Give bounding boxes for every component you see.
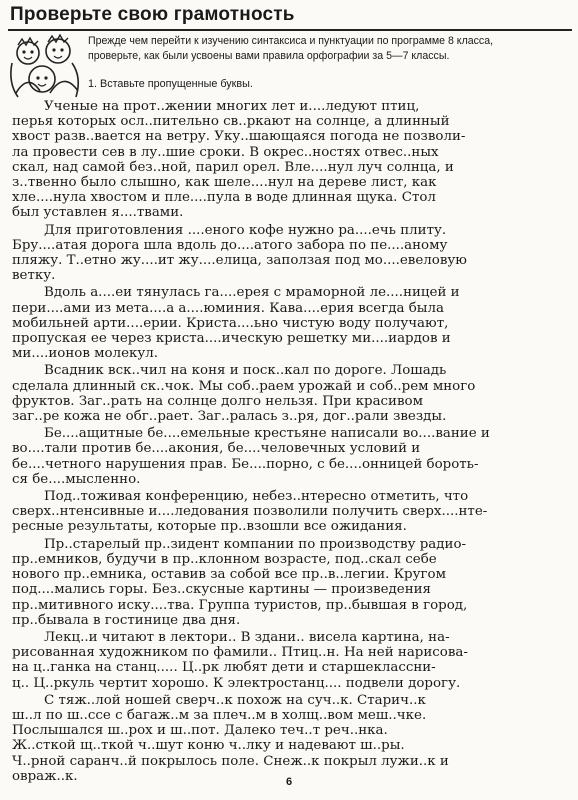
text-line: сделала длинный ск..чок. Мы соб..раем урожай и соб..рем много (12, 378, 476, 394)
text-line: Бе....ащитные бе....емельные крестьяне написали во....вание и (44, 426, 490, 442)
text-line: Вдоль а....еи тянулась га....ерея с мраморной ле....ницей и (44, 285, 460, 301)
text-line: з..твенно было слышно, как шеле....нул на дереве лист, как (12, 175, 437, 191)
text-line: Лекц..и читают в лектори.. В здани.. висела картина, на- (44, 629, 450, 645)
text-line: ресные результаты, которые пр..взошли все ожидания. (12, 519, 407, 535)
title-underline (8, 29, 572, 31)
text-line: пропуская ее через криста....ическую решетку ми....иардов и (12, 331, 451, 347)
text-line: Ученые на прот..жении многих лет и....ледуют птиц, (44, 99, 420, 114)
text-line: Ч..рной саранч..й покрылось поле. Снеж..к покрыл лужи..к и (12, 753, 449, 769)
text-line: перья которых осл..пительно св..ркают на солнце, а длинный (12, 114, 450, 130)
text-line: Под..тоживая конференцию, небез..нтересно отметить, что (44, 489, 469, 505)
intro-line: проверьте, как были усвоены вами правила орфографии за 5—7 классы. (88, 50, 450, 62)
text-line: С тяж..лой ношей сверч..к похож на суч..к. Старич..к (44, 692, 426, 708)
text-line: овраж..к. (12, 768, 78, 784)
page-number: 6 (285, 776, 293, 788)
text-line: Ж..сткой щ..ткой ч..шут коню ч..лку и надевают ш..ры. (12, 738, 405, 754)
text-line: фруктов. Заг..рать на солнце долго нельзя. При красивом (12, 393, 423, 409)
text-line: ветку. (12, 268, 56, 284)
task-heading: 1. Вставьте пропущенные буквы. (88, 78, 253, 90)
text-line: пр..митивного иску....тва. Группа туристов, пр..бывшая в город, (12, 597, 468, 613)
text-line: хвост разв..вается на ветру. Уку..шающаяся погода не позволи- (12, 129, 466, 145)
text-line: бе....четного нарушения прав. Бе....порно, с бе....онницей бороть- (12, 456, 479, 472)
text-line: ся бе....мысленно. (12, 471, 141, 487)
paragraph (12, 285, 565, 361)
text-line: ми....ионов молекул. (12, 346, 159, 362)
text-line: нового пр..емника, оставив за собой все пр..в..легии. Кругом (12, 567, 447, 583)
text-line: сверх..нтенсивные и....ледования позволили получить сверх....нте- (12, 504, 488, 520)
text-line: ц.. Ц..ркуль чертит хорошо. К электростанц.... подвели дорогу. (12, 675, 461, 691)
text-line: рисованная художником по фамили.. Птиц..н. На ней нарисова- (12, 645, 468, 661)
paragraph (12, 537, 565, 628)
text-line: Всадник вск..чил на коня и поск..кал по дороге. Лошадь (44, 363, 447, 379)
paragraph (12, 693, 565, 784)
text-line: мобильней арти....ерии. Криста....ьно чистую воду получают, (12, 315, 449, 331)
text-line: пр..емников, будучи в пр..клонном возрасте, под..скал себе (12, 551, 437, 567)
text-line: Бру....атая дорога шла вдоль до....атого забора по пе....аному (12, 237, 448, 253)
text-line: был уставлен я....твами. (12, 205, 184, 221)
text-line: заг..ре кожа не обг..рает. Заг..ралась з..ря, дог..рали звезды. (12, 409, 447, 425)
paragraph (12, 489, 565, 535)
text-line: пр..бывала в гостинице два дня. (12, 612, 241, 628)
page-title: Проверьте свою грамотность (10, 4, 295, 25)
exercise-text (12, 99, 565, 786)
paragraph (12, 426, 565, 487)
text-line: на ц..ганка на станц..... Ц..рк любят дети и старшеклассни- (12, 660, 436, 676)
text-line: хле....нула хвостом и пле....пула в воде длинная щука. Стол (12, 190, 436, 206)
text-line: под....мались горы. Без..скусные картины — произведения (12, 582, 432, 598)
children-illustration-icon (6, 33, 84, 101)
text-line: пляжу. Т..етно жу....ит жу....елица, заползая под мо....евеловую (12, 253, 467, 269)
paragraph (12, 99, 565, 221)
paragraph (12, 630, 565, 691)
text-line: Для приготовления ....еного кофе нужно ра....ечь плиту. (44, 222, 447, 238)
text-line: пери....ами из мета....а а....юминия. Кава....ерия всегда была (12, 300, 444, 316)
text-line: во....тали против бе....акония, бе....человечных условий и (12, 441, 421, 457)
intro-text (88, 34, 566, 64)
text-line: Пр..старелый пр..зидент компании по производству радио- (44, 536, 467, 552)
text-line: ш..л по ш..ссе с багаж..м за плеч..м в холщ..вом меш..чке. (12, 707, 427, 723)
text-line: Послышался ш..рох и ш..пот. Далеко теч..т реч..нка. (12, 723, 388, 739)
text-line: скал, над самой без..ной, парил орел. Вле....нул луч солнца, и (12, 159, 454, 175)
paragraph (12, 223, 565, 284)
text-line: ла провести сев в лу..шие сроки. В окрес..ностях отвес..ных (12, 144, 439, 160)
intro-line: Прежде чем перейти к изучению синтаксиса и пунктуации по программе 8 класса, (88, 35, 494, 47)
paragraph (12, 363, 565, 424)
